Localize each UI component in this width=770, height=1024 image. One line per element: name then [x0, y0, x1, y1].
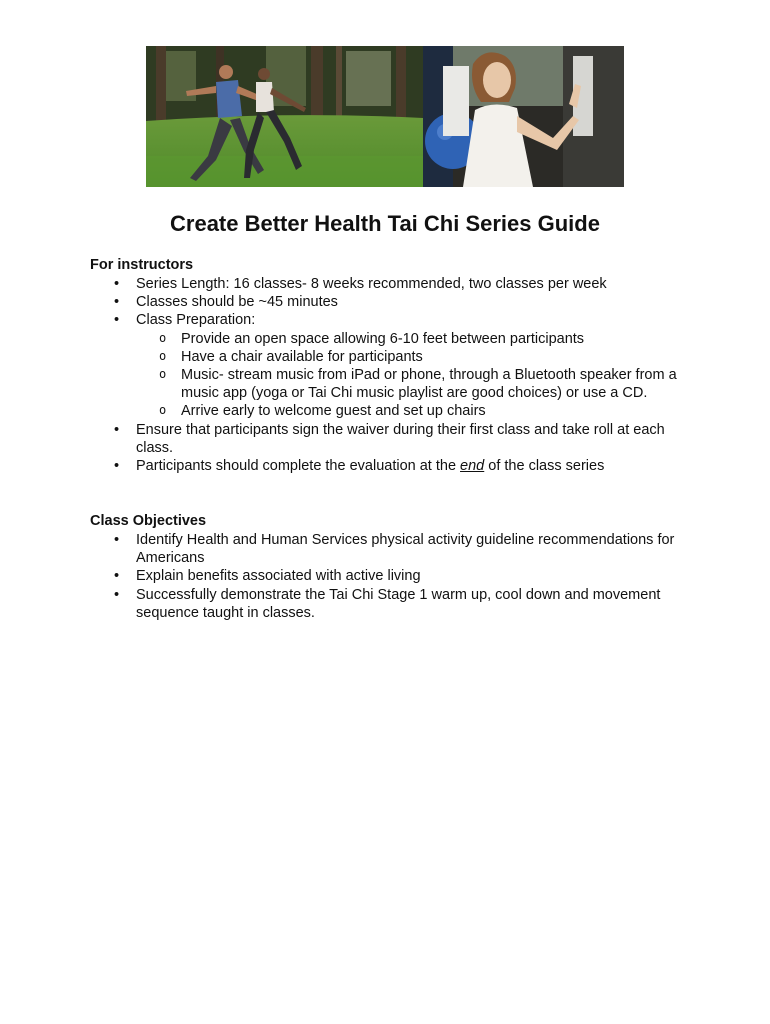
list-item-text: Ensure that participants sign the waiver during their first class and take roll at each class. [136, 421, 665, 456]
tai-chi-indoor-photo [423, 46, 624, 187]
sublist-item: o Arrive early to welcome guest and set up chairs [136, 402, 700, 420]
list-item-text: Classes should be ~45 minutes [136, 294, 338, 311]
tai-chi-park-photo [146, 46, 423, 187]
emphasis-text: end [460, 458, 485, 475]
list-item: • Identify Health and Human Services physical activity guideline recommendations for Americans [90, 531, 700, 567]
sublist-item: o Provide an open space allowing 6-10 feet between participants [136, 330, 700, 348]
list-item [90, 311, 700, 420]
objectives-list [90, 531, 700, 622]
class-prep-sublist [136, 330, 700, 421]
page-title: Create Better Health Tai Chi Series Guide [170, 211, 600, 236]
list-item: • Successfully demonstrate the Tai Chi Stage 1 warm up, cool down and movement sequence taught in classes. [90, 586, 700, 622]
list-item-text: Participants should complete the evaluation at the [136, 458, 461, 475]
sublist-item: o Music- stream music from iPad or phone, through a Bluetooth speaker from a music app (yoga or Tai Chi music playlist are good choices) or use a CD. [136, 366, 700, 402]
list-item [90, 293, 700, 311]
sublist-item: o Have a chair available for participants [136, 348, 700, 366]
list-item-text: Class Preparation: [136, 312, 256, 329]
list-item [90, 275, 700, 293]
list-item: • Explain benefits associated with active living [90, 567, 700, 585]
list-item [90, 421, 700, 457]
list-item-text: Series Length: 16 classes- 8 weeks recommended, two classes per week [136, 276, 607, 292]
instructors-list [90, 275, 700, 475]
section-heading-instructors: For instructors [90, 257, 194, 273]
section-heading-objectives: Class Objectives [90, 513, 207, 529]
list-item [90, 457, 700, 475]
list-item-text: of the class series [484, 458, 605, 475]
